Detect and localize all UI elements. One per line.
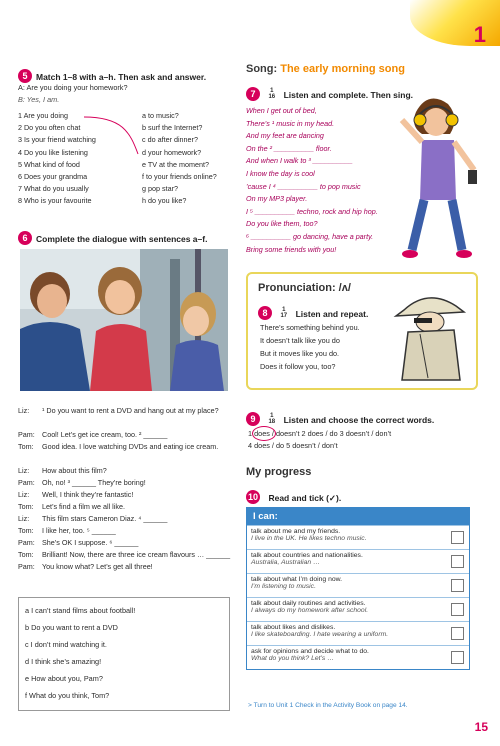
ex6-heading xyxy=(18,229,207,247)
dialogue-text: I like her, too. ⁵ ______ xyxy=(42,526,116,535)
tick-box[interactable] xyxy=(451,579,464,592)
song-lyric-line: On my MP3 player. xyxy=(246,194,308,204)
progress-heading: My progress xyxy=(246,466,312,478)
speaker-name: Liz: xyxy=(18,406,30,415)
ex10-instruction: Read and tick (✓). xyxy=(268,493,342,503)
dialogue-line xyxy=(18,561,232,572)
can-do-statement: talk about likes and dislikes. xyxy=(251,624,336,631)
ex5-example-a: B: Yes, I am. xyxy=(18,95,60,104)
can-do-statement: talk about what I’m doing now. xyxy=(251,576,343,583)
pronunciation-title: Pronunciation: /ʌ/ xyxy=(258,282,351,294)
dialogue-line xyxy=(18,501,232,512)
pronunciation-line: But it moves like you do. xyxy=(260,349,340,358)
tick-box[interactable] xyxy=(451,555,464,568)
ex10-heading xyxy=(246,488,341,506)
option-sentence: a I can’t stand films about football! xyxy=(25,606,136,615)
dialogue-text: This film stars Cameron Diaz. ⁴ ______ xyxy=(42,514,168,523)
options-list xyxy=(19,598,229,708)
match-right-item: g pop star? xyxy=(142,184,178,194)
match-left-item: 8 Who is your favourite xyxy=(18,196,92,206)
can-do-statement: talk about daily routines and activities. xyxy=(251,600,366,607)
progress-row xyxy=(247,525,469,549)
can-do-example: I always do my homework after school. xyxy=(251,607,369,614)
dancing-girl-illustration xyxy=(398,90,478,260)
dialogue-text: Oh, no! ³ ______ They’re boring! xyxy=(42,478,146,487)
spy-illustration xyxy=(384,282,470,382)
can-do-example: I like skateboarding. I hate wearing a uniform. xyxy=(251,631,389,638)
song-title xyxy=(246,63,405,75)
match-right-item: b surf the Internet? xyxy=(142,123,203,133)
option-sentence: c I don’t mind watching it. xyxy=(25,640,107,649)
audio-track-icon[interactable]: 1 16 xyxy=(268,87,276,100)
speaker-name: Pam: xyxy=(18,430,35,439)
progress-box-title: I can: xyxy=(247,508,469,525)
ex10-badge: 10 xyxy=(247,491,258,502)
song-title-text: The early morning song xyxy=(280,63,405,75)
option-sentence: e How about you, Pam? xyxy=(25,674,103,683)
dialogue xyxy=(18,405,232,593)
option-sentence: f What do you think, Tom? xyxy=(25,691,110,700)
speaker-name: Liz: xyxy=(18,466,30,475)
progress-row xyxy=(247,597,469,621)
song-lyric-line: There’s ¹ music in my head. xyxy=(246,118,335,128)
ex5-example-q: A: Are you doing your homework? xyxy=(18,83,128,92)
match-left-item: 1 Are you doing xyxy=(18,111,68,120)
dialogue-text: How about this film? xyxy=(42,466,107,475)
tick-box[interactable] xyxy=(451,627,464,640)
ex9-row-2: 4 does / do 5 doesn’t / don’t xyxy=(248,441,338,450)
match-left-item: 7 What do you usually xyxy=(18,184,89,194)
ex7-heading xyxy=(246,85,413,103)
can-do-statement: ask for opinions and decide what to do. xyxy=(251,648,369,655)
dialogue-text: Brilliant! Now, there are three ice cream flavours … ______ xyxy=(42,550,231,559)
match-right-item: d your homework? xyxy=(142,147,202,157)
song-lyric-line: ⁶ __________ go dancing, have a party. xyxy=(246,232,374,241)
unit-number: 1 xyxy=(473,22,486,47)
dialogue-line xyxy=(18,489,232,500)
dialogue-line xyxy=(18,525,232,536)
speaker-name: Liz: xyxy=(18,514,30,523)
match-right-item: a to music? xyxy=(142,111,179,120)
ex7-badge: 7 xyxy=(246,87,260,101)
speaker-name: Pam: xyxy=(18,538,35,547)
ex8-badge: 8 xyxy=(258,306,272,320)
dialogue-text: Let’s find a film we all like. xyxy=(42,502,125,511)
page-number: 15 xyxy=(474,720,488,734)
corner-decoration xyxy=(410,0,500,46)
match-right-item: e TV at the moment? xyxy=(142,159,209,169)
dialogue-text: You know what? Let’s get all three! xyxy=(42,562,153,571)
song-lyrics xyxy=(246,106,416,266)
dialogue-text: Well, I think they’re fantastic! xyxy=(42,490,134,499)
can-do-example: Australia, Australian … xyxy=(251,559,320,566)
ex8-heading xyxy=(258,304,368,322)
progress-row xyxy=(247,645,469,669)
pronunciation-line: Does it follow you, too? xyxy=(260,362,336,371)
speaker-name: Tom: xyxy=(18,550,34,559)
match-right-list xyxy=(142,111,242,221)
song-lyric-line: I know the day is cool xyxy=(246,169,315,178)
tick-box[interactable] xyxy=(451,603,464,616)
match-left-item: 4 Do you like listening xyxy=(18,147,88,157)
song-lyric-line: I ⁵ __________ techno, rock and hip hop. xyxy=(246,206,378,216)
match-line xyxy=(82,114,144,160)
dialogue-text: She’s OK I suppose. ⁶ ______ xyxy=(42,538,139,547)
activity-book-reference: > Turn to Unit 1 Check in the Activity Book on page 14. xyxy=(248,702,408,709)
dialogue-text: ¹ Do you want to rent a DVD and hang out at my place? xyxy=(42,406,219,415)
speaker-name: Liz: xyxy=(18,490,30,499)
audio-track-icon[interactable]: 1 18 xyxy=(268,412,276,425)
progress-box xyxy=(246,507,470,670)
pronunciation-lines xyxy=(260,322,390,378)
dialogue-text: Cool! Let’s get ice cream, too. ² ______ xyxy=(42,430,168,439)
dialogue-line xyxy=(18,549,232,560)
ex9-heading xyxy=(246,410,434,428)
song-lyric-line: On the ² __________ floor. xyxy=(246,143,332,153)
teens-photo xyxy=(20,249,228,391)
dialogue-line xyxy=(18,441,232,452)
dialogue-line xyxy=(18,513,232,524)
match-right-item: f to your friends online? xyxy=(142,172,217,181)
can-do-example: What do you think? Let’s … xyxy=(251,655,334,662)
song-lyric-line: Do you like them, too? xyxy=(246,219,318,229)
progress-row xyxy=(247,621,469,645)
can-do-example: I’m listening to music. xyxy=(251,583,316,590)
speaker-name: Pam: xyxy=(18,478,35,487)
pronunciation-line: There’s something behind you. xyxy=(260,323,360,332)
ex9-row-1: 1 does / doesn’t 2 does / do 3 doesn’t / don’t xyxy=(248,429,392,438)
match-left-item: 5 What kind of food xyxy=(18,159,80,169)
dialogue-line xyxy=(18,405,232,416)
speaker-name: Pam: xyxy=(18,562,35,571)
dialogue-text: Good idea. I love watching DVDs and eating ice cream. xyxy=(42,442,219,451)
ex8-instruction: Listen and repeat. xyxy=(295,309,369,319)
match-left-item: 2 Do you often chat xyxy=(18,123,81,133)
ex9-badge: 9 xyxy=(246,412,260,426)
audio-track-icon[interactable]: 1 17 xyxy=(280,306,288,319)
progress-row xyxy=(247,573,469,597)
song-lyric-line: Bring some friends with you! xyxy=(246,244,337,254)
can-do-statement: talk about countries and nationalities. xyxy=(251,552,363,559)
option-sentence: d I think she’s amazing! xyxy=(25,657,102,666)
progress-row xyxy=(247,549,469,573)
ex6-instruction: Complete the dialogue with sentences a–f. xyxy=(36,234,208,244)
match-left-item: 6 Does your grandma xyxy=(18,172,88,181)
song-lyric-line: And when I walk to ³ __________ xyxy=(246,156,353,166)
speaker-name: Tom: xyxy=(18,442,34,451)
song-title-prefix: Song: xyxy=(246,63,278,75)
match-right-item: h do you like? xyxy=(142,196,187,206)
ex5-badge: 5 xyxy=(18,69,32,83)
speaker-name: Tom: xyxy=(18,502,34,511)
ex9-instruction: Listen and choose the correct words. xyxy=(283,415,435,425)
progress-rows xyxy=(247,525,469,669)
can-do-example: I live in the UK. He likes techno music. xyxy=(251,535,367,542)
option-sentence: b Do you want to rent a DVD xyxy=(25,623,118,632)
match-left-item: 3 Is your friend watching xyxy=(18,135,96,145)
song-lyric-line: When I get out of bed, xyxy=(246,106,317,115)
dialogue-line xyxy=(18,429,232,440)
tick-box[interactable] xyxy=(451,531,464,544)
answer-circle xyxy=(252,426,276,441)
can-do-statement: talk about me and my friends. xyxy=(251,528,341,535)
dialogue-line xyxy=(18,537,232,548)
song-lyric-line: ’cause I ⁴ __________ to pop music xyxy=(246,181,361,191)
dialogue-line xyxy=(18,465,232,476)
dialogue-line xyxy=(18,477,232,488)
options-box xyxy=(18,597,230,711)
ex6-badge: 6 xyxy=(18,231,32,245)
song-lyric-line: And my feet are dancing xyxy=(246,131,324,141)
speaker-name: Tom: xyxy=(18,526,34,535)
ex7-instruction: Listen and complete. Then sing. xyxy=(283,90,413,100)
match-right-item: c do after dinner? xyxy=(142,135,198,145)
pronunciation-line: It doesn’t talk like you do xyxy=(260,336,340,345)
ex5-instruction: Match 1–8 with a–h. Then ask and answer. xyxy=(36,72,207,82)
tick-box[interactable] xyxy=(451,651,464,664)
